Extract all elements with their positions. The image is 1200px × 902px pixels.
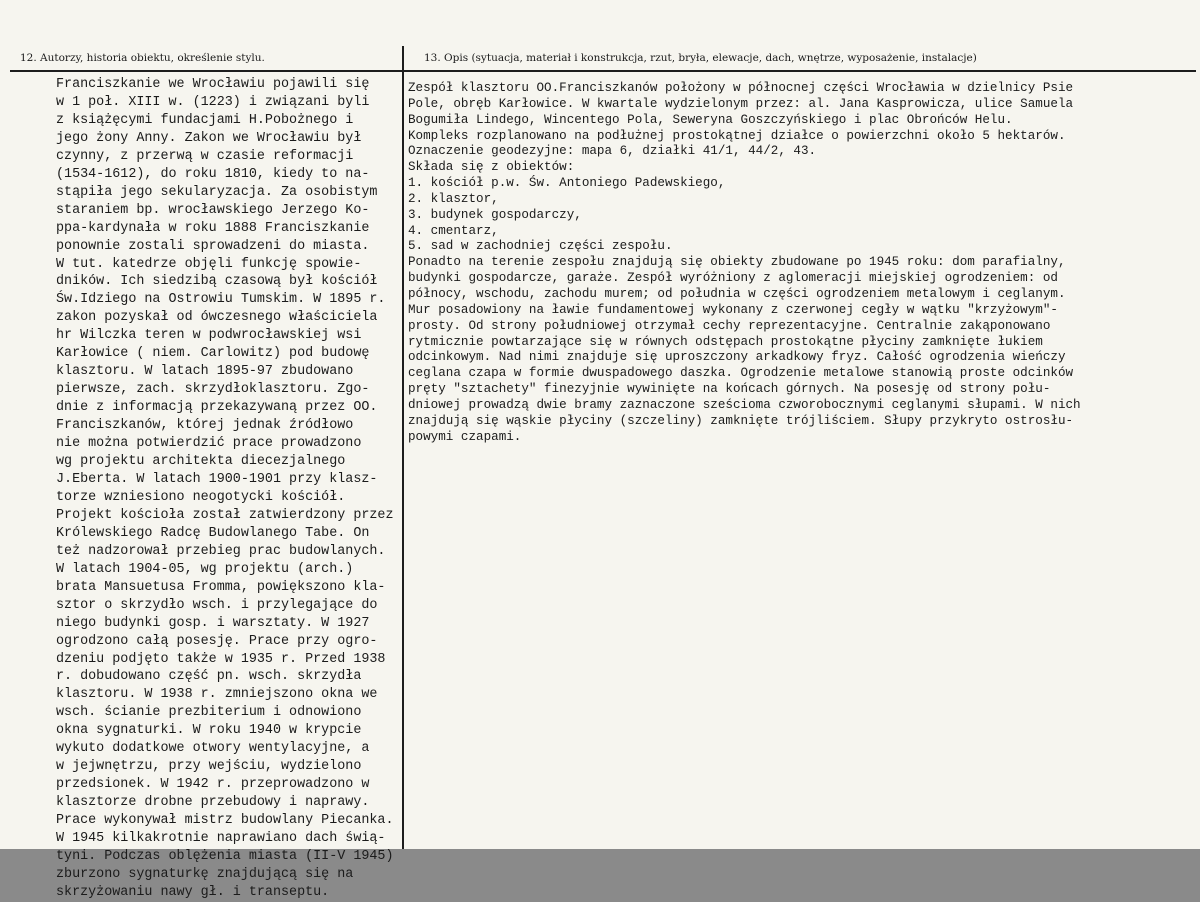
history-text-line: Prace wykonywał mistrz budowlany Piecanka. <box>56 813 394 829</box>
history-text-column <box>56 76 394 902</box>
history-text-line: czynny, z przerwą w czasie reformacji <box>56 148 354 164</box>
description-text-line: północy, wschodu, zachodu murem; od południa w części ogrodzeniem metalowym i ceglanym. <box>408 286 1066 301</box>
history-text-line: wykuto dodatkowe otwory wentylacyjne, a <box>56 741 370 757</box>
history-text-line: okna sygnaturki. W roku 1940 w krypcie <box>56 723 362 739</box>
description-text-line: pręty "sztachety" finezyjnie wywinięte na końcach górnych. Na posesję od strony połu- <box>408 382 1051 397</box>
history-text-line: brata Mansuetusa Fromma, powiększono kla- <box>56 579 386 595</box>
description-text-line: Mur posadowiony na ławie fundamentowej wykonany z czerwonej cegły w wątku "krzyżowym"- <box>408 302 1058 317</box>
history-text-line: Królewskiego Radcę Budowlanego Tabe. On <box>56 525 370 541</box>
history-text-line: zakon pozyskał od ówczesnego właściciela <box>56 310 378 326</box>
history-text-line: nie można potwierdzić prace prowadzono <box>56 436 362 452</box>
description-text-line: Oznaczenie geodezyjne: mapa 6, działki 41/1, 44/2, 43. <box>408 144 817 159</box>
history-text-line: W 1945 kilkakrotnie naprawiano dach świą- <box>56 831 386 847</box>
description-text-line: znajdują się wąskie płyciny (szczeliny) zamknięte trójliściem. Słupy przykryto ostrosłu- <box>408 413 1074 428</box>
description-text-line: Pole, obręb Karłowice. W kwartale wydzielonym przez: al. Jana Kasprowicza, ulice Samuela <box>408 96 1074 111</box>
section-12-header: 12. Autorzy, historia obiektu, określenie stylu. <box>20 52 265 64</box>
description-text-line: ceglana czapa w formie dwuspadowego daszka. Ogrodzenie metalowe stanowią proste odcinków <box>408 366 1074 381</box>
history-text-line: wsch. ścianie prezbiterium i odnowiono <box>56 705 362 721</box>
history-text-line: dnie z informacją przekazywaną przez OO. <box>56 400 378 416</box>
history-text-line: pierwsze, zach. skrzydłoklasztoru. Zgo- <box>56 382 370 398</box>
section-13-header: 13. Opis (sytuacja, materiał i konstrukcja, rzut, bryła, elewacje, dach, wnętrze, wyposażenie, instalacje) <box>424 52 977 64</box>
history-text-line: Projekt kościoła został zatwierdzony przez <box>56 507 394 523</box>
header-rule <box>10 70 1196 72</box>
history-text-line: dzeniu podjęto także w 1935 r. Przed 1938 <box>56 651 386 667</box>
history-text-line: stąpiła jego sekularyzacja. Za osobistym <box>56 184 378 200</box>
history-text-line: ppa-kardynała w roku 1888 Franciszkanie <box>56 220 370 236</box>
description-text-line: 2. klasztor, <box>408 191 499 206</box>
description-text-line: Kompleks rozplanowano na podłużnej prostokątnej działce o powierzchni około 5 hektarów. <box>408 128 1066 143</box>
history-text-line: Franciszkanie we Wrocławiu pojawili się <box>56 77 370 92</box>
history-text-line: klasztorze drobne przebudowy i naprawy. <box>56 795 370 811</box>
history-text-line: też nadzorował przebieg prac budowlanych. <box>56 543 386 559</box>
history-text-line: klasztoru. W 1938 r. zmniejszono okna we <box>56 687 378 703</box>
history-text-line: torze wzniesiono neogotycki kościół. <box>56 489 346 505</box>
history-text-line: Karłowice ( niem. Carlowitz) pod budowę <box>56 346 370 362</box>
history-text-line: (1534-1612), do roku 1810, kiedy to na- <box>56 166 370 182</box>
description-text-line: prosty. Od strony południowej otrzymał cechy reprezentacyjne. Centralnie zakąponowano <box>408 318 1051 333</box>
history-text-line: w jejwnętrzu, przy wejściu, wydzielono <box>56 759 362 775</box>
history-text-line: dników. Ich siedzibą czasową był kościół <box>56 274 378 290</box>
history-text-line: klasztoru. W latach 1895-97 zbudowano <box>56 364 354 380</box>
history-text-line: ponownie zostali sprowadzeni do miasta. <box>56 238 370 254</box>
history-text-line: r. dobudowano część pn. wsch. skrzydła <box>56 669 362 685</box>
description-text-line: rytmicznie powtarzające się w równych odstępach prostokątne płyciny zamknięte łukiem <box>408 334 1043 349</box>
column-divider <box>402 46 404 849</box>
history-text-line: Św.Idziego na Ostrowiu Tumskim. W 1895 r. <box>56 292 386 308</box>
history-text-line: W latach 1904-05, wg projektu (arch.) <box>56 561 354 577</box>
history-text-line: niego budynki gosp. i warsztaty. W 1927 <box>56 615 370 631</box>
description-text-line: dniowej prowadzą dwie bramy zaznaczone sześcioma czworobocznymi ceglanymi słupami. W nich <box>408 397 1081 412</box>
description-text-line: 1. kościół p.w. Św. Antoniego Padewskiego, <box>408 176 726 191</box>
history-text-line: W tut. katedrze objęli funkcję spowie- <box>56 256 362 272</box>
description-text-line: Składa się z obiektów: <box>408 160 575 175</box>
description-text-line: budynki gospodarcze, garaże. Zespół wyróżniony z aglomeracji miejskiej ogrodzeniem: od <box>408 271 1058 286</box>
history-text-line: staraniem bp. wrocławskiego Jerzego Ko- <box>56 202 370 218</box>
history-text-line: w 1 poł. XIII w. (1223) i związani byli <box>56 94 370 110</box>
history-text-line: Franciszkanów, której jednak źródłowo <box>56 418 354 434</box>
history-text-line: ogrodzono całą posesję. Prace przy ogro- <box>56 633 378 649</box>
description-text-line: Ponadto na terenie zespołu znajdują się obiekty zbudowane po 1945 roku: dom parafialny, <box>408 255 1066 270</box>
description-text-line: Bogumiła Lindego, Wincentego Pola, Seweryna Goszczyńskiego i plac Obrońców Helu. <box>408 112 1013 127</box>
history-text-line: sztor o skrzydło wsch. i przylegające do <box>56 597 378 613</box>
history-text-line: zburzono sygnaturkę znajdującą się na <box>56 866 354 882</box>
history-text-line: jego żony Anny. Zakon we Wrocławiu był <box>56 130 362 146</box>
description-text-column <box>408 81 1081 445</box>
history-text-line: z książęcymi fundacjami H.Pobożnego i <box>56 112 354 128</box>
history-text-line: J.Eberta. W latach 1900-1901 przy klasz- <box>56 471 378 487</box>
history-text-line: tyni. Podczas oblężenia miasta (II-V 1945) <box>56 848 394 864</box>
description-text-line: 5. sad w zachodniej części zespołu. <box>408 239 673 254</box>
description-text-line: 4. cmentarz, <box>408 223 499 238</box>
description-text-line: odcinkowym. Nad nimi znajduje się uproszczony arkadkowy fryz. Całość ogrodzenia wieńczy <box>408 350 1066 365</box>
description-text-line: Zespół klasztoru OO.Franciszkanów położony w północnej części Wrocławia w dzielnicy Psie <box>408 81 1074 95</box>
description-text-line: powymi czapami. <box>408 429 522 444</box>
history-text-line: przedsionek. W 1942 r. przeprowadzono w <box>56 777 370 793</box>
history-text-line: skrzyżowaniu nawy gł. i transeptu. <box>56 884 330 900</box>
history-text-line: wg projektu architekta diecezjalnego <box>56 454 346 470</box>
description-text-line: 3. budynek gospodarczy, <box>408 207 582 222</box>
history-text-line: hr Wilczka teren w podwrocławskiej wsi <box>56 328 362 344</box>
